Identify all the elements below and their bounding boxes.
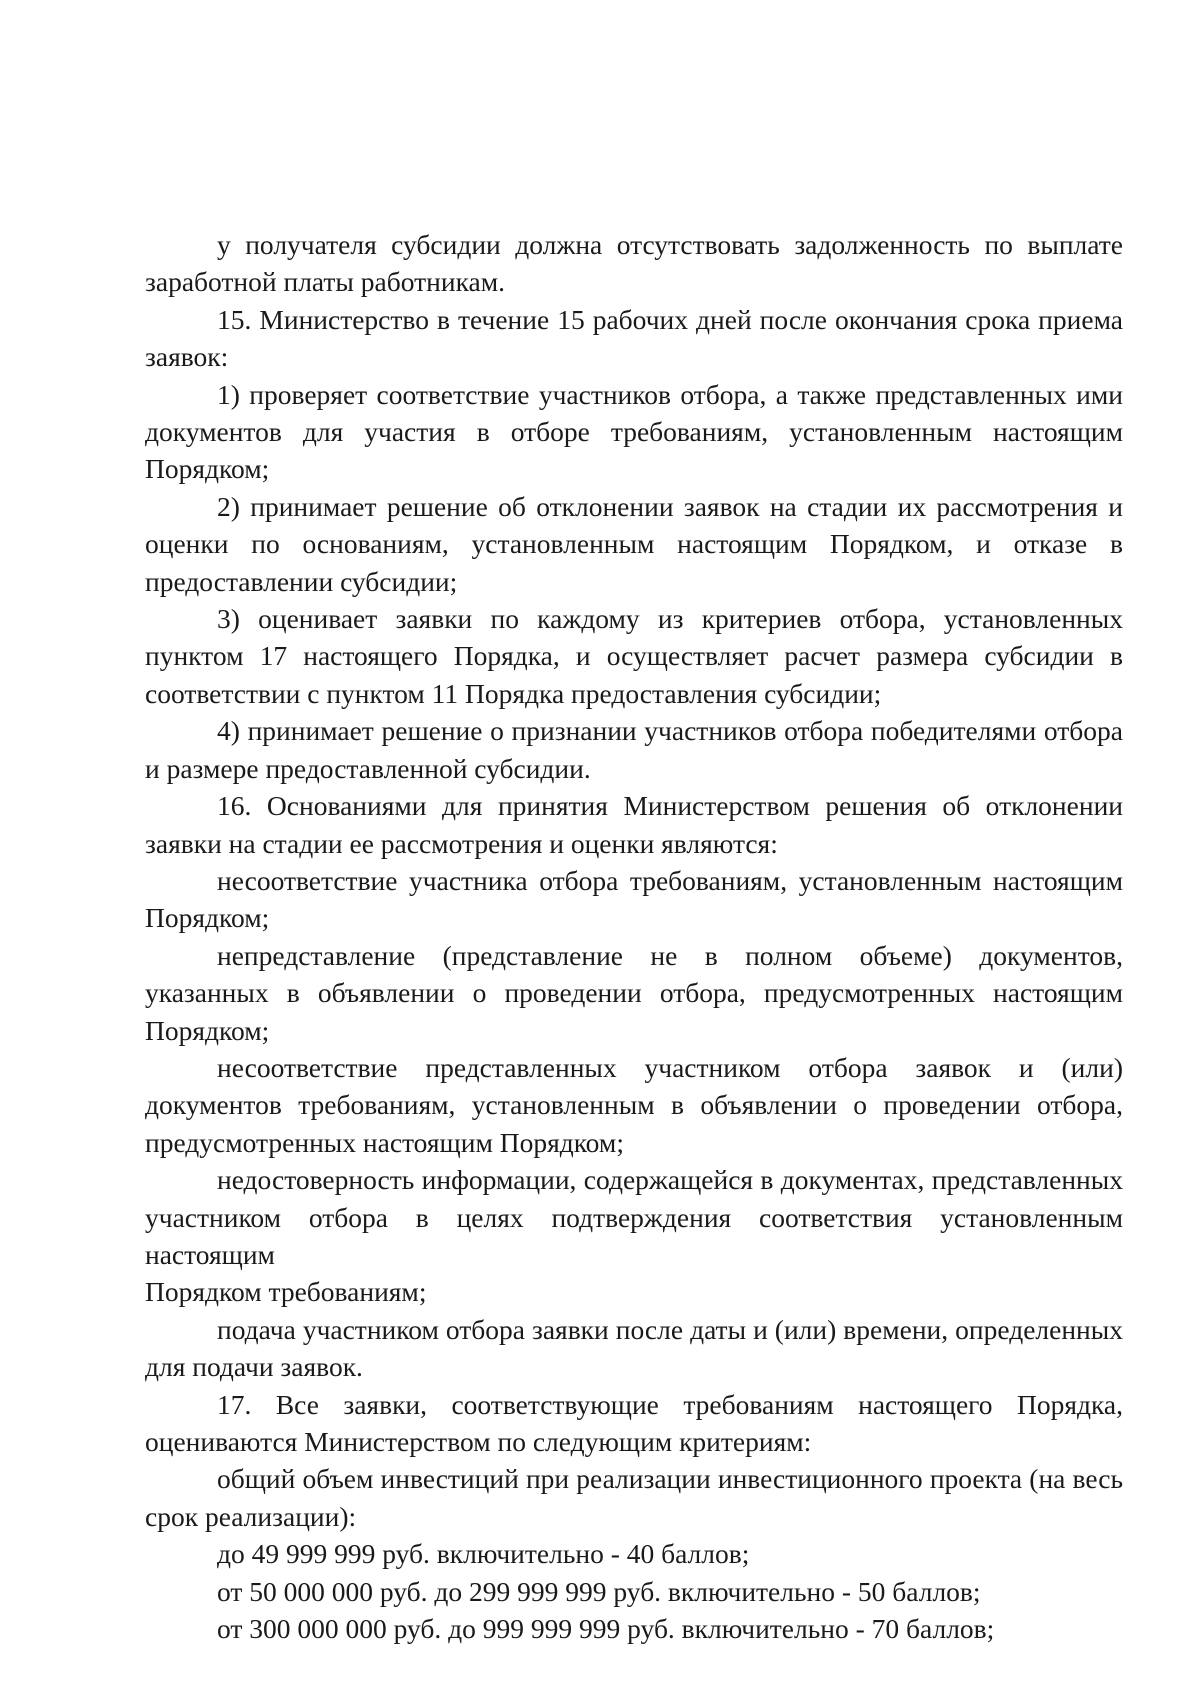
paragraph-16-noncompliance: несоответствие участника отбора требованиям, установленным настоящим Порядком; [145,864,1123,934]
paragraph-17-investment-volume: общий объем инвестиций при реализации инвестиционного проекта (на весь срок реализации): [145,1463,1123,1532]
paragraph-15-4: 4) принимает решение о признании участников отбора победителями отбора и размере предоставленной субсидии. [145,715,1123,784]
paragraph-15-1: 1) проверяет соответствие участников отбора, а также представленных ими документов для участия в отборе требованиям, установленным настоящим Порядком; [145,378,1123,485]
paragraph-17: 17. Все заявки, соответствующие требованиям настоящего Порядка, оцениваются Министерством по следующим критериям: [145,1388,1123,1457]
criterion-tier-1: до 49 999 999 руб. включительно - 40 баллов; [217,1538,750,1570]
criterion-tier-3: от 300 000 000 руб. до 999 999 999 руб. включительно - 70 баллов; [217,1613,995,1645]
paragraph-16-late-submission: подача участником отбора заявки после даты и (или) времени, определенных для подачи заявок. [145,1313,1123,1383]
paragraph-15-3: 3) оценивает заявки по каждому из критериев отбора, установленных пунктом 17 настоящего Порядка, и осуществляет расчет размера субсидии в соответствии с пунктом 11 Порядка предоставления субсидии; [145,603,1123,709]
paragraph-16-nonsubmission: непредставление (представление не в полном объеме) документов, указанных в объявлении о проведении отбора, предусмотренных настоящим Порядком; [145,939,1123,1046]
paragraph-salary-debt: у получателя субсидии должна отсутствовать задолженность по выплате заработной платы работникам. [145,229,1123,298]
paragraph-15-2: 2) принимает решение об отклонении заявок на стадии их рассмотрения и оценки по основаниям, установленным настоящим Порядком, и отказе в предоставлении субсидии; [145,490,1123,597]
paragraph-15: 15. Министерство в течение 15 рабочих дней после окончания срока приема заявок: [145,303,1123,373]
paragraph-16-document-mismatch: несоответствие представленных участником отбора заявок и (или) документов требованиям, установленным в объявлении о проведении отбора, предусмотренных настоящим Порядком; [145,1051,1123,1158]
paragraph-16: 16. Основаниями для принятия Министерством решения об отклонении заявки на стадии ее рассмотрения и оценки являются: [145,790,1123,859]
document-page [145,226,1123,1647]
paragraph-16-unreliable-info: недостоверность информации, содержащейся в документах, представленных участником отбора в целях подтверждения соответствия установленным настоящим [145,1164,1123,1270]
criterion-tier-2: от 50 000 000 руб. до 299 999 999 руб. включительно - 50 баллов; [217,1575,981,1607]
paragraph-16-unreliable-info-cont: Порядком требованиям; [145,1276,427,1308]
